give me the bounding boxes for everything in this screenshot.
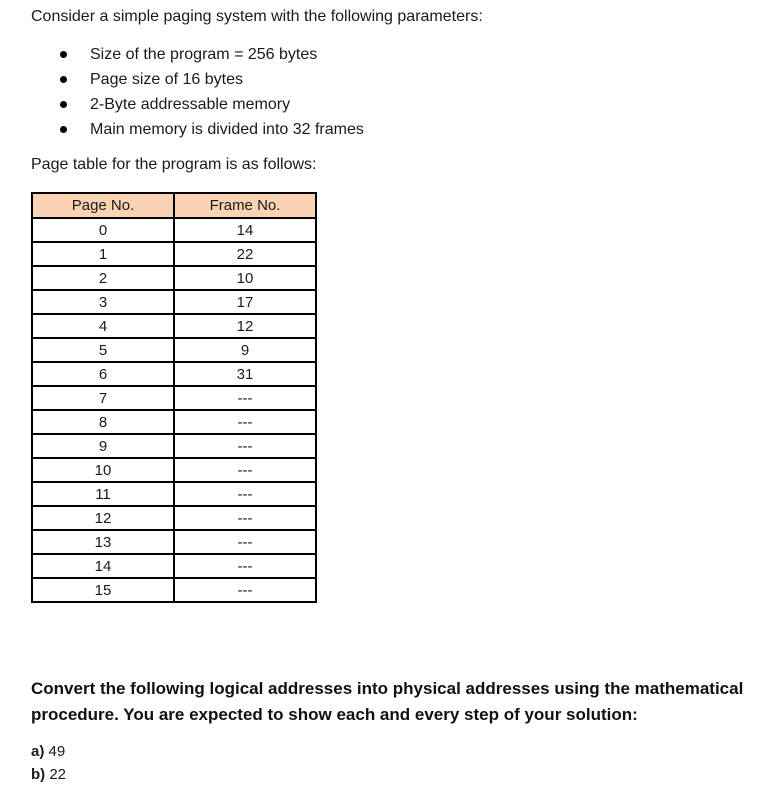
page-no-cell: 9 [32, 434, 174, 458]
page-no-cell: 2 [32, 266, 174, 290]
page-no-cell: 15 [32, 578, 174, 602]
question-label: b) [31, 766, 46, 783]
table-header-row [32, 193, 316, 218]
table-row [32, 362, 316, 386]
parameter-text: Page size of 16 bytes [90, 71, 243, 88]
header-frame-no: Frame No. [174, 193, 316, 218]
page-no-cell: 0 [32, 218, 174, 242]
question-list [31, 740, 66, 786]
page-no-cell: 12 [32, 506, 174, 530]
frame-no-cell: --- [174, 458, 316, 482]
bullet-icon [60, 51, 67, 58]
page-no-cell: 1 [32, 242, 174, 266]
bullet-icon [60, 126, 67, 133]
table-row [32, 266, 316, 290]
table-row [32, 290, 316, 314]
page-no-cell: 8 [32, 410, 174, 434]
page-no-cell: 13 [32, 530, 174, 554]
list-item [58, 92, 364, 117]
bullet-icon [60, 76, 67, 83]
question-label: a) [31, 743, 45, 760]
question-value: 49 [48, 743, 66, 760]
frame-no-cell: 22 [174, 242, 316, 266]
question-item [31, 740, 66, 763]
frame-no-cell: --- [174, 410, 316, 434]
bullet-icon [60, 101, 67, 108]
header-page-no: Page No. [32, 193, 174, 218]
frame-no-cell: --- [174, 506, 316, 530]
table-intro-text: Page table for the program is as follows: [31, 156, 317, 173]
instruction-text: Convert the following logical addresses into physical addresses using the mathematical procedure. You are expected to show each and every step of your solution: [31, 679, 744, 724]
table-row [32, 434, 316, 458]
table-row [32, 338, 316, 362]
intro-text: Consider a simple paging system with the following parameters: [31, 8, 483, 25]
parameter-list [58, 42, 364, 142]
parameter-text: Main memory is divided into 32 frames [90, 121, 364, 138]
frame-no-cell: 10 [174, 266, 316, 290]
page-no-cell: 7 [32, 386, 174, 410]
page-no-cell: 11 [32, 482, 174, 506]
frame-no-cell: --- [174, 530, 316, 554]
table-row [32, 458, 316, 482]
list-item [58, 67, 364, 92]
frame-no-cell: --- [174, 554, 316, 578]
frame-no-cell: 12 [174, 314, 316, 338]
frame-no-cell: --- [174, 482, 316, 506]
parameter-text: Size of the program = 256 bytes [90, 46, 318, 63]
table-body [32, 218, 316, 602]
list-item [58, 42, 364, 67]
page-table [31, 192, 317, 603]
table-row [32, 530, 316, 554]
frame-no-cell: --- [174, 434, 316, 458]
parameter-text: 2-Byte addressable memory [90, 96, 291, 113]
table-row [32, 314, 316, 338]
table-row [32, 506, 316, 530]
table-row [32, 386, 316, 410]
question-value: 22 [49, 766, 67, 783]
frame-no-cell: 9 [174, 338, 316, 362]
table-row [32, 410, 316, 434]
frame-no-cell: --- [174, 386, 316, 410]
table-row [32, 578, 316, 602]
table-row [32, 482, 316, 506]
frame-no-cell: 17 [174, 290, 316, 314]
page-no-cell: 3 [32, 290, 174, 314]
page-no-cell: 6 [32, 362, 174, 386]
table-row [32, 554, 316, 578]
page-no-cell: 14 [32, 554, 174, 578]
table-row [32, 242, 316, 266]
page-no-cell: 10 [32, 458, 174, 482]
page-no-cell: 5 [32, 338, 174, 362]
page-no-cell: 4 [32, 314, 174, 338]
frame-no-cell: --- [174, 578, 316, 602]
frame-no-cell: 14 [174, 218, 316, 242]
frame-no-cell: 31 [174, 362, 316, 386]
table-row [32, 218, 316, 242]
list-item [58, 117, 364, 142]
